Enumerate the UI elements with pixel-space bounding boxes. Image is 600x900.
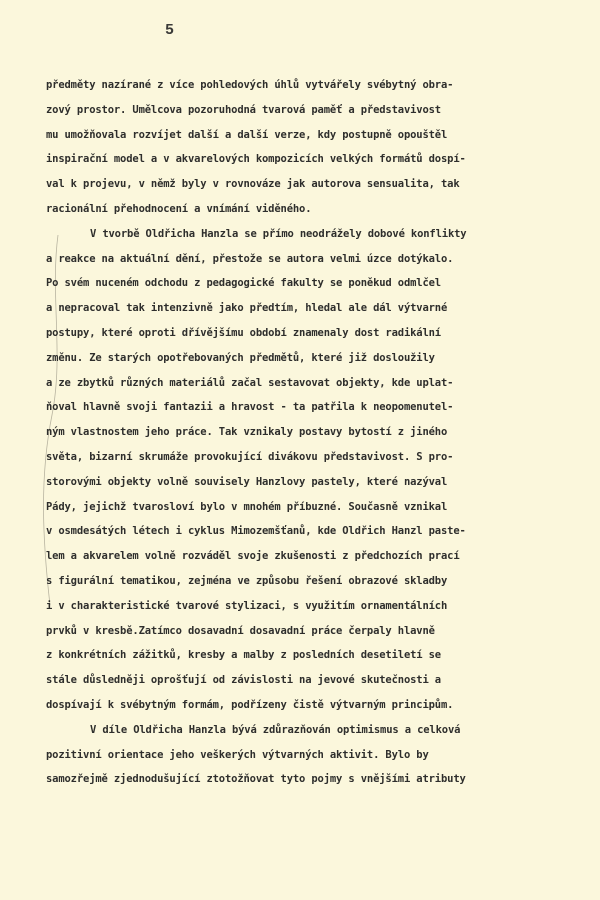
text-line: inspirační model a v akvarelových kompozicích velkých formátů dospí-: [46, 153, 466, 166]
text-line: pozitivní orientace jeho veškerých výtvarných aktivit. Bylo by: [46, 748, 429, 761]
text-line: s figurální tematikou, zejména ve způsobu řešení obrazové skladby: [46, 574, 448, 587]
text-line: předměty nazírané z více pohledových úhlů vytvářely svébytný obra-: [46, 79, 454, 91]
text-line: světa, bizarní skrumáže provokující divákovu představivost. S pro-: [46, 450, 454, 463]
text-line: mu umožňovala rozvíjet další a další verze, kdy postupně opouštěl: [46, 128, 448, 141]
text-line: postupy, které oproti dřívějšímu období znamenaly dost radikální: [46, 326, 441, 339]
text-line: zový prostor. Umělcova pozoruhodná tvarová paměť a představivost: [46, 103, 441, 116]
text-line: stále důsledněji oprošťují od závislosti na jevové skutečnosti a: [46, 674, 441, 687]
text-line: v osmdesátých létech i cyklus Mimozemšťanů, kde Oldřich Hanzl paste-: [46, 525, 466, 538]
body-text: [46, 73, 600, 792]
text-line: V díle Oldřicha Hanzla bývá zdůrazňován optimismus a celková: [90, 723, 461, 736]
text-line: racionální přehodnocení a vnímání viděného.: [46, 202, 312, 215]
text-line: a nepracoval tak intenzivně jako předtím, hledal ale dál výtvarné: [46, 302, 448, 315]
text-line: Pády, jejichž tvarosloví bylo v mnohém příbuzné. Současně vznikal: [46, 500, 448, 513]
text-line: lem a akvarelem volně rozváděl svoje zkušenosti z předchozích prací: [46, 550, 460, 563]
text-line: prvků v kresbě.Zatímco dosavadní dosavadní práce čerpaly hlavně: [46, 624, 435, 637]
text-line: val k projevu, v němž byly v rovnováze jak autorova sensualita, tak: [46, 178, 460, 191]
page-number: 5: [165, 22, 175, 39]
text-line: Po svém nuceném odchodu z pedagogické fakulty se poněkud odmlčel: [46, 277, 441, 290]
text-line: dospívají k svébytným formám, podřízeny čistě výtvarným principům.: [46, 698, 454, 711]
text-line: i v charakteristické tvarové stylizaci, s využitím ornamentálních: [46, 599, 448, 612]
text-line: z konkrétních zážitků, kresby a malby z posledních desetiletí se: [46, 649, 441, 662]
text-line: a reakce na aktuální dění, přestože se autora velmi úzce dotýkalo.: [46, 252, 454, 265]
text-line: storovými objekty volně souvisely Hanzlovy pastely, které nazýval: [46, 475, 448, 488]
text-line: změnu. Ze starých opotřebovaných předmětů, které již dosloužily: [46, 351, 435, 364]
text-line: samozřejmě zjednodušující ztotožňovat tyto pojmy s vnějšími atributy: [46, 773, 466, 786]
text-line: ným vlastnostem jeho práce. Tak vznikaly postavy bytostí z jiného: [46, 426, 448, 439]
text-line: ňoval hlavně svoji fantazii a hravost - ta patřila k neopomenutel-: [46, 401, 454, 414]
text-line: V tvorbě Oldřicha Hanzla se přímo neodrážely dobové konflikty: [90, 227, 467, 240]
text-line: a ze zbytků různých materiálů začal sestavovat objekty, kde uplat-: [46, 376, 454, 389]
